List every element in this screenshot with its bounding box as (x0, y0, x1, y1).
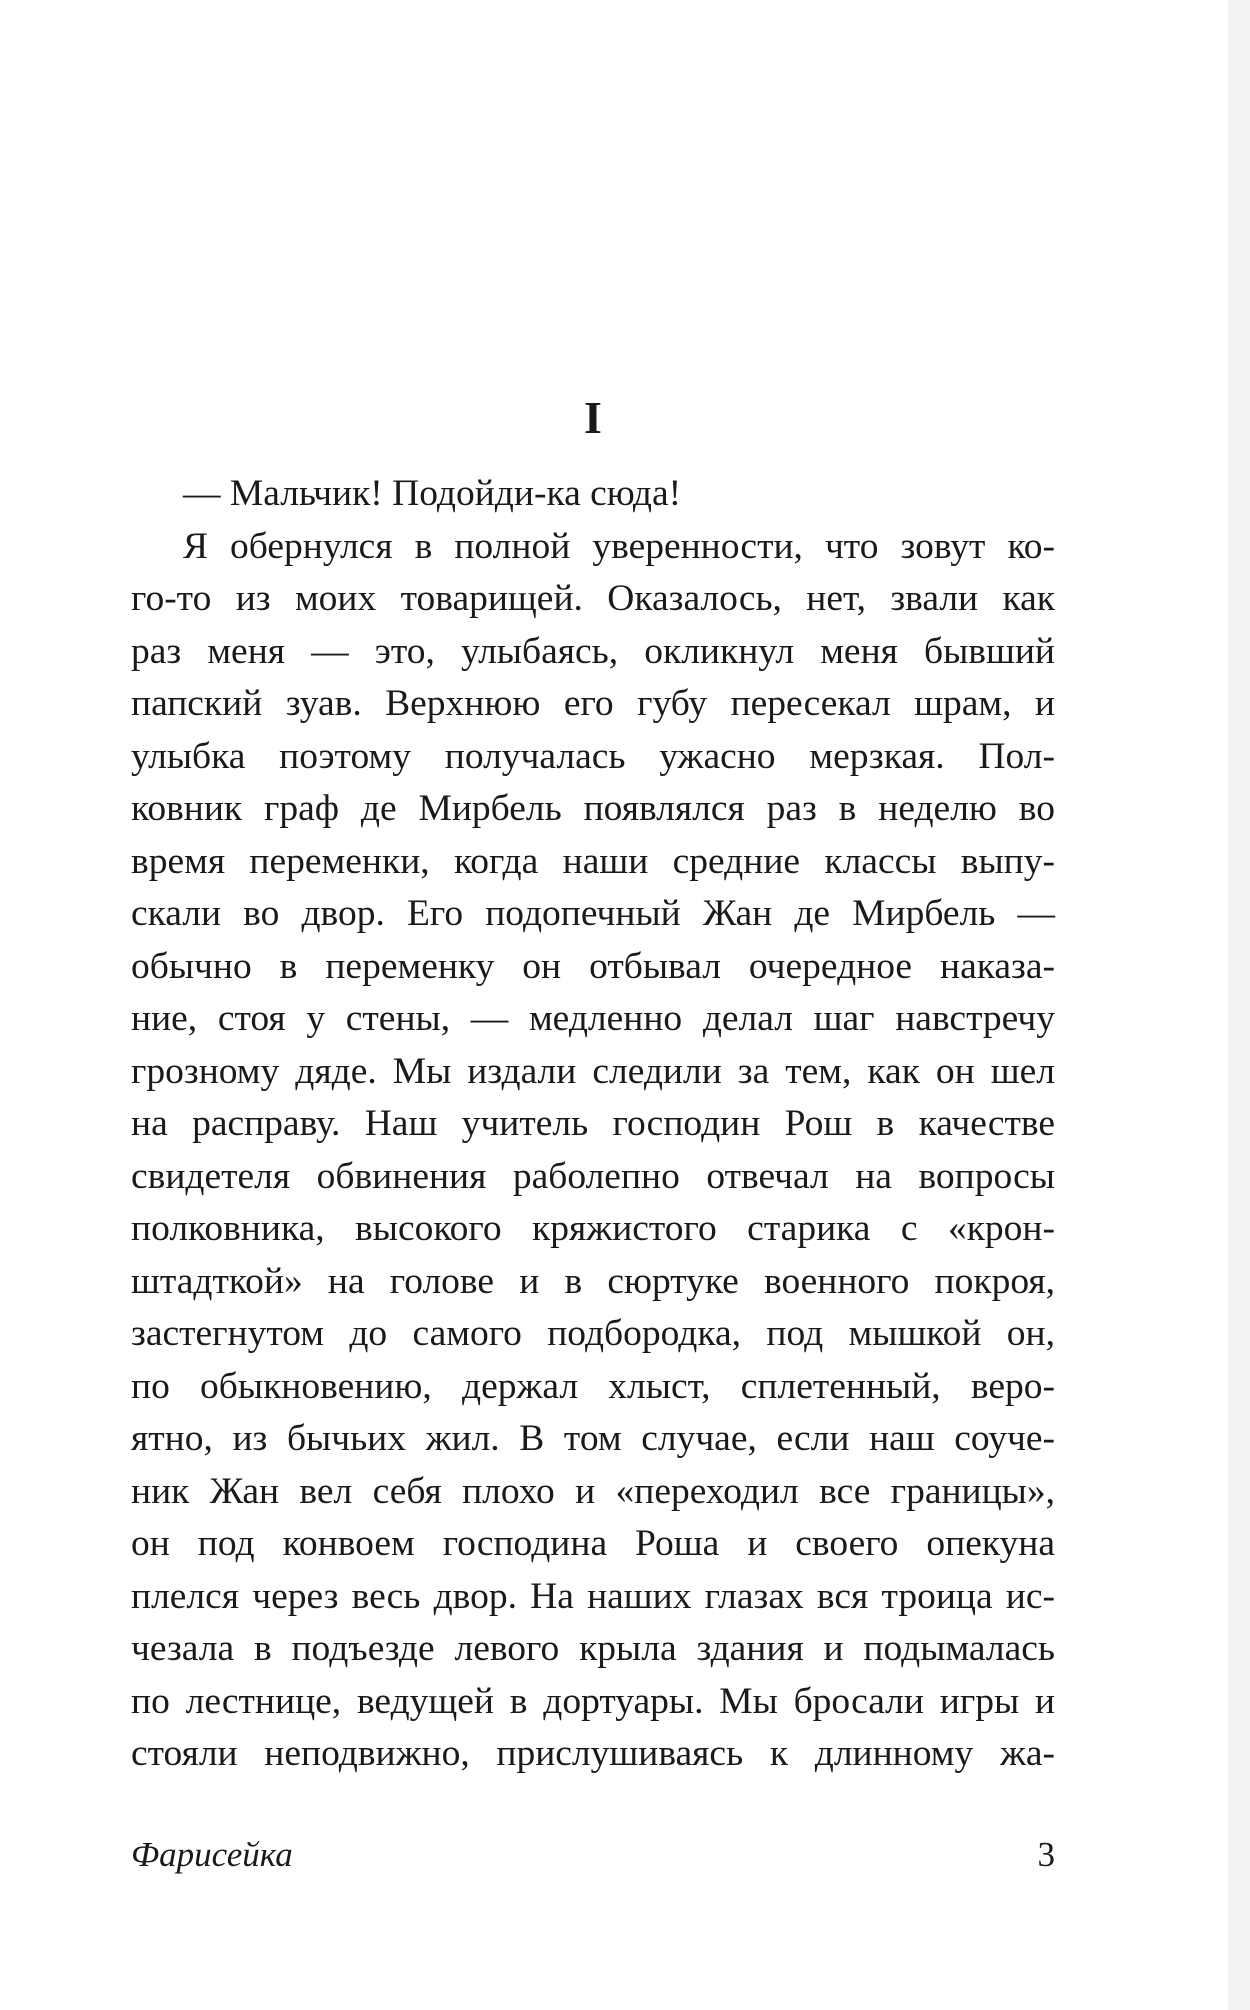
page-number: 3 (1037, 1835, 1055, 1874)
text-line: ковник граф де Мирбель появлялся раз в неделю во (131, 788, 1055, 829)
text-line: штадткой» на голове и в сюртуке военного покроя, (131, 1260, 1055, 1302)
chapter-heading: I (584, 392, 602, 443)
text-line: обычно в переменку он отбывал очередное наказа- (131, 945, 1055, 987)
text-line: чезала в подъезде левого крыла здания и подымалась (131, 1628, 1055, 1669)
text-line: время переменки, когда наши средние классы выпу- (131, 840, 1055, 882)
text-line: го-то из моих товарищей. Оказалось, нет, звали как (131, 578, 1055, 619)
text-line: ние, стоя у стены, — медленно делал шаг навстречу (131, 998, 1055, 1039)
text-line: — Мальчик! Подойди-ка сюда! (183, 473, 682, 514)
text-line: свидетеля обвинения раболепно отвечал на вопросы (131, 1155, 1055, 1197)
body-text (131, 468, 1055, 1781)
text-line: грозному дяде. Мы издали следили за тем, как он шел (131, 1050, 1055, 1092)
text-line: скали во двор. Его подопечный Жан де Мирбель — (131, 893, 1055, 934)
text-line: плелся через весь двор. На наших глазах вся троица ис- (131, 1575, 1055, 1617)
text-line: полковника, высокого кряжистого старика с «крон- (131, 1208, 1055, 1249)
text-line: папский зуав. Верхнюю его губу пересекал шрам, и (131, 683, 1055, 724)
text-line: застегнутом до самого подбородка, под мышкой он, (131, 1313, 1055, 1354)
text-line: на расправу. Наш учитель господин Рош в качестве (131, 1103, 1055, 1144)
text-line: раз меня — это, улыбаясь, окликнул меня бывший (131, 630, 1055, 672)
page-footer (131, 1830, 1055, 1880)
text-line: улыбка поэтому получалась ужасно мерзкая. Пол- (131, 735, 1055, 777)
text-line: Я обернулся в полной уверенности, что зовут ко- (183, 525, 1055, 567)
text-line: ник Жан вел себя плохо и «переходил все границы», (131, 1470, 1055, 1512)
running-title: Фарисейка (131, 1835, 293, 1874)
page-edge-strip (1228, 0, 1250, 2010)
text-line: он под конвоем господина Роша и своего опекуна (131, 1523, 1055, 1564)
text-line: по лестнице, ведущей в дортуары. Мы бросали игры и (131, 1680, 1055, 1722)
text-line: по обыкновению, держал хлыст, сплетенный, веро- (131, 1365, 1055, 1407)
text-line: ятно, из бычьих жил. В том случае, если наш соуче- (131, 1418, 1055, 1459)
text-line: стояли неподвижно, прислушиваясь к длинному жа- (131, 1733, 1055, 1774)
